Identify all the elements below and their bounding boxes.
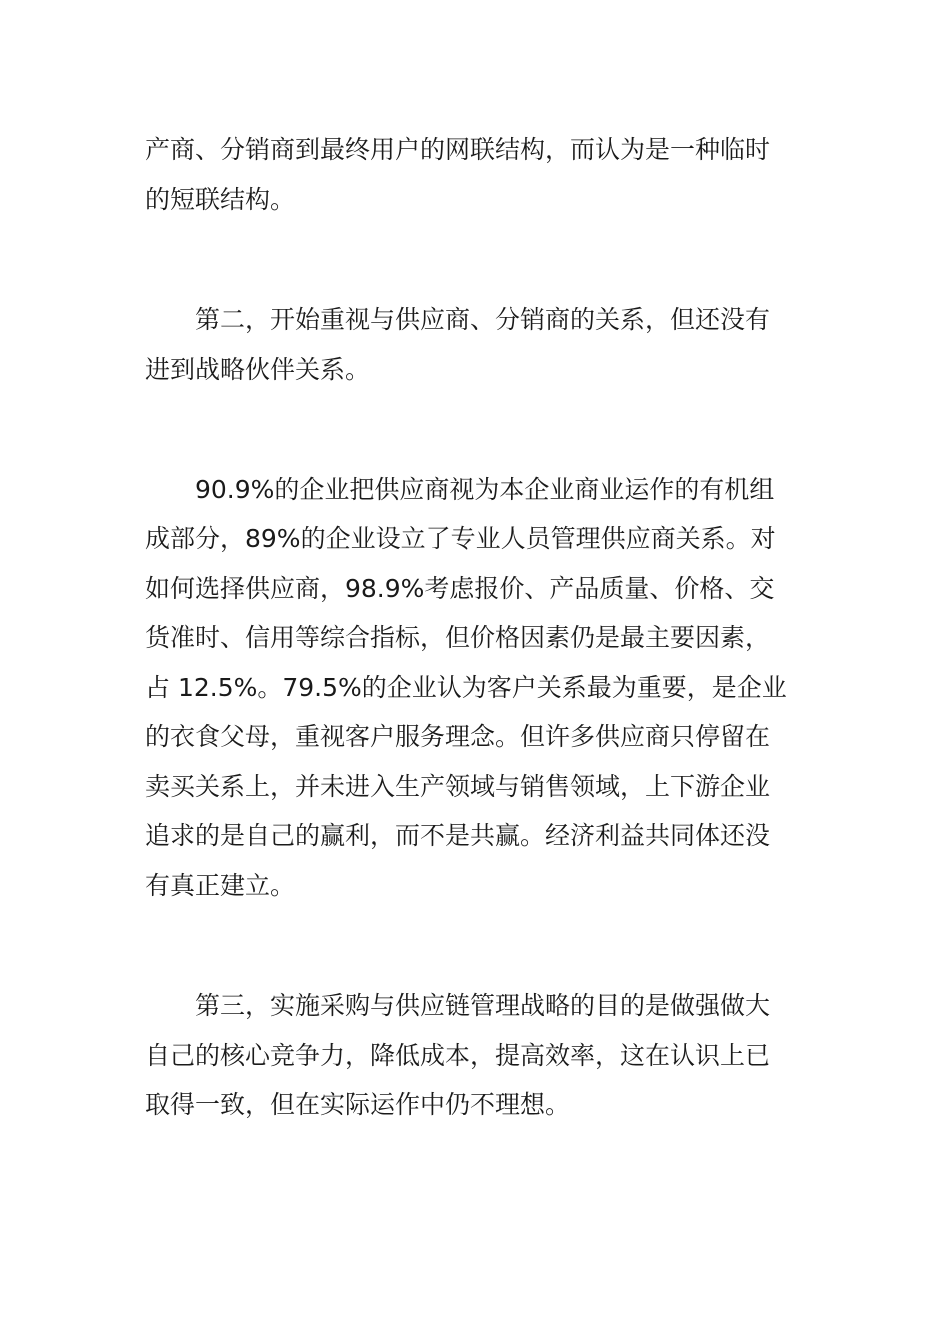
paragraph-3-line-4: 货准时、信用等综合指标，但价格因素仍是最主要因素， [145,623,771,652]
paragraph-4-line-1: 第三，实施采购与供应链管理战略的目的是做强做大 [195,991,771,1020]
paragraph-2-line-1: 第二，开始重视与供应商、分销商的关系，但还没有 [195,305,771,334]
paragraph-3-line-6: 的衣食父母，重视客户服务理念。但许多供应商只停留在 [145,722,771,751]
paragraph-1-line-1: 产商、分销商到最终用户的网联结构，而认为是一种临时 [145,135,771,164]
paragraph-4-line-3: 取得一致，但在实际运作中仍不理想。 [145,1090,571,1119]
paragraph-3-line-2: 成部分，89%的企业设立了专业人员管理供应商关系。对 [145,524,776,553]
paragraph-4-line-2: 自己的核心竞争力，降低成本，提高效率，这在认识上已 [145,1041,771,1070]
paragraph-1-line-2: 的短联结构。 [145,185,296,214]
paragraph-3-line-9: 有真正建立。 [145,871,296,900]
paragraph-3-line-8: 追求的是自己的赢利，而不是共赢。经济利益共同体还没 [145,821,771,850]
paragraph-3-line-3: 如何选择供应商，98.9%考虑报价、产品质量、价格、交 [145,574,775,603]
paragraph-2-line-2: 进到战略伙伴关系。 [145,355,371,384]
paragraph-3-line-5: 占 12.5%。79.5%的企业认为客户关系最为重要，是企业 [145,673,787,702]
paragraph-3-line-7: 卖买关系上，并未进入生产领域与销售领域，上下游企业 [145,772,771,801]
paragraph-3-line-1: 90.9%的企业把供应商视为本企业商业运作的有机组 [195,475,775,504]
